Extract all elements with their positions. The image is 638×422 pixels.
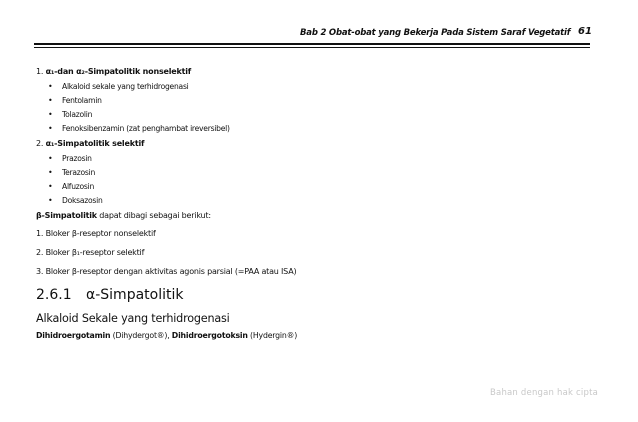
beta-intro-text: dapat dibagi sebagai berikut:: [96, 211, 211, 220]
header-rule-thin: [34, 47, 590, 48]
bullet-icon: •: [48, 110, 53, 119]
list-item-2-heading: α₁-Simpatolitik selektif: [45, 139, 145, 148]
list-item-1-number: 1.: [36, 67, 44, 76]
bullet-item-text: Doksazosin: [62, 196, 103, 205]
beta-intro-term: β-Simpatolitik: [36, 211, 97, 220]
section-subtitle: Alkaloid Sekale yang terhidrogenasi: [36, 312, 230, 325]
bullet-item-text: Alfuzosin: [62, 182, 95, 191]
running-header: Bab 2 Obat-obat yang Bekerja Pada Sistem Saraf Vegetatif: [300, 28, 571, 38]
bullet-item-text: Fentolamin: [62, 96, 102, 105]
drug-2-brand: (Hydergin®): [247, 331, 298, 340]
bullet-item-text: Tolazolin: [62, 110, 93, 119]
bullet-icon: •: [48, 182, 53, 191]
beta-intro: [36, 211, 211, 221]
page-number: 61: [578, 26, 592, 37]
drug-list-line: [36, 331, 297, 341]
drug-1-brand: (Dihydergot®),: [110, 331, 172, 340]
bullet-icon: •: [48, 82, 53, 91]
bullet-icon: •: [48, 96, 53, 105]
bullet-icon: •: [48, 168, 53, 177]
section-heading: [36, 286, 183, 304]
bullet-item-text: Prazosin: [62, 154, 92, 163]
beta-list-item: 1. Bloker β-reseptor nonselektif: [36, 229, 156, 238]
list-item-1-title: [36, 67, 191, 77]
bullet-icon: •: [48, 196, 53, 205]
section-number: 2.6.1: [36, 287, 72, 303]
bullet-item-text: Alkaloid sekale yang terhidrogenasi: [62, 82, 189, 91]
list-item-1-heading: α₁-dan α₂-Simpatolitik nonselektif: [45, 67, 192, 76]
list-item-2-title: [36, 139, 144, 149]
copyright-watermark: Bahan dengan hak cipta: [490, 388, 599, 398]
beta-list-item: 2. Bloker β₁-reseptor selektif: [36, 248, 145, 257]
bullet-item-text: Fenoksibenzamin (zat penghambat ireversibel): [62, 124, 230, 133]
list-item-2-number: 2.: [36, 139, 44, 148]
drug-2-name: Dihidroergotoksin: [171, 331, 248, 340]
beta-list-item: 3. Bloker β-reseptor dengan aktivitas agonis parsial (=PAA atau ISA): [36, 267, 297, 276]
bullet-icon: •: [48, 124, 53, 133]
bullet-icon: •: [48, 154, 53, 163]
section-title: α-Simpatolitik: [86, 287, 184, 303]
bullet-item-text: Terazosin: [62, 168, 96, 177]
header-rule-thick: [34, 43, 590, 45]
drug-1-name: Dihidroergotamin: [36, 331, 111, 340]
